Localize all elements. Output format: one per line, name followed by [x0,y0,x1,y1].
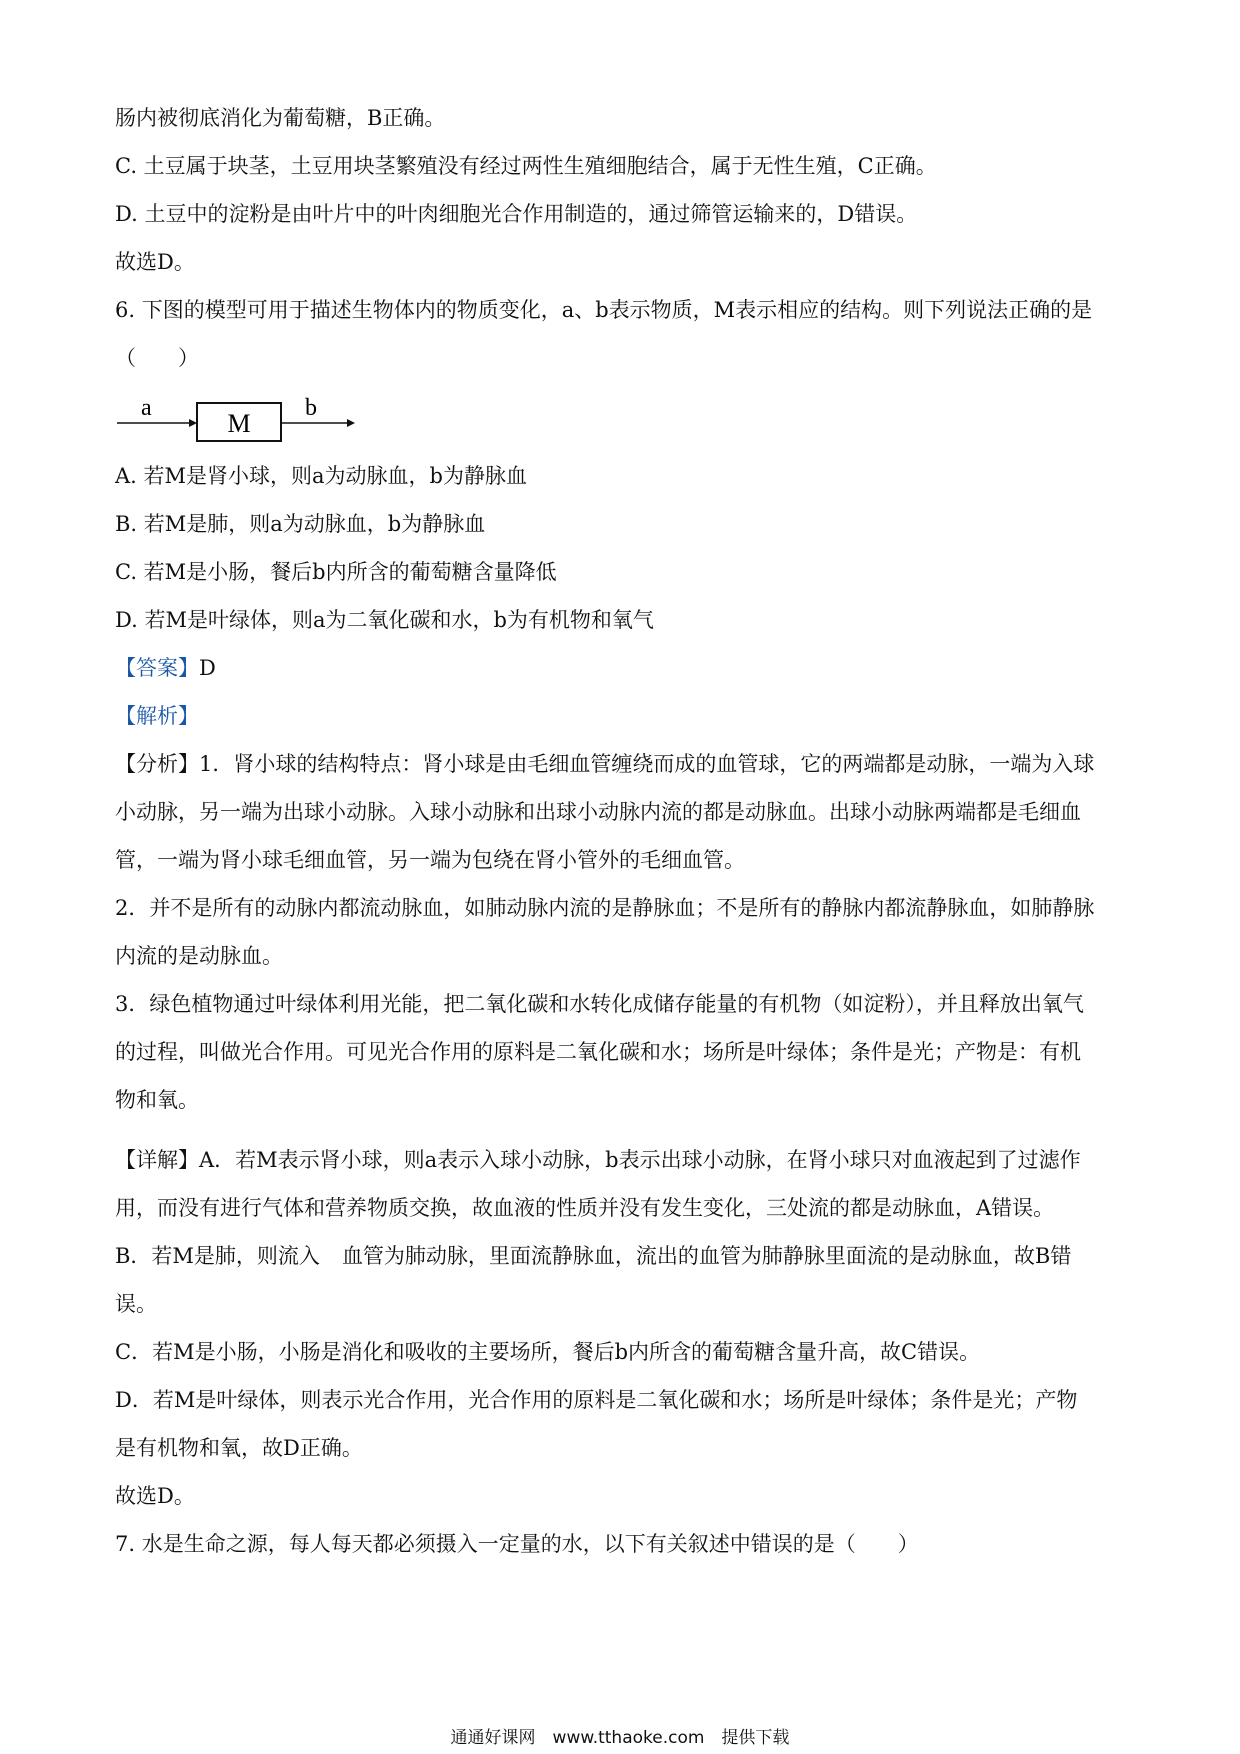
model-diagram [115,395,365,445]
analysis-line: 2．并不是所有的动脉内都流动脉血，如肺动脉内流的是静脉血；不是所有的静脉内都流静脉血，如肺静脉 [115,896,1095,920]
text-line: 肠内被彻底消化为葡萄糖，B正确。 [115,106,446,130]
analysis-heading [115,702,1130,730]
option-d: D. 若M是叶绿体，则a为二氧化碳和水，b为有机物和氧气 [115,608,654,632]
analysis-text: 1．肾小球的结构特点：肾小球是由毛细血管缠绕而成的血管球，它的两端都是动脉，一端为入球 [199,752,1095,776]
label-m: M [227,409,251,438]
answer-tag: 【答案】 [115,656,199,680]
analysis-line: 物和氧。 [115,1088,199,1112]
arrow-out-head [347,419,355,427]
text-line: C. 土豆属于块茎，土豆用块茎繁殖没有经过两性生殖细胞结合，属于无性生殖，C正确。 [115,154,937,178]
analysis-subtag: 【分析】 [115,752,199,776]
page-footer: 通通好课网 www.tthaoke.com 提供下载 [450,1728,790,1748]
text-line: 故选D。 [115,250,195,274]
analysis-line: 管，一端为肾小球毛细血管，另一端为包绕在肾小管外的毛细血管。 [115,848,745,872]
detail-line: 故选D。 [115,1484,195,1508]
analysis-line: 3．绿色植物通过叶绿体利用光能，把二氧化碳和水转化成储存能量的有机物（如淀粉），并且释放出氧气 [115,992,1084,1016]
option-a: A. 若M是肾小球，则a为动脉血，b为静脉血 [115,464,527,488]
detail-line: 是有机物和氧，故D正确。 [115,1436,363,1460]
label-a: a [141,395,152,421]
detail-line: 误。 [115,1292,157,1316]
question-7-stem: 7. 水是生命之源，每人每天都必须摄入一定量的水，以下有关叙述中错误的是（ ） [115,1532,919,1556]
question-6-stem: 6. 下图的模型可用于描述生物体内的物质变化，a、b表示物质，M表示相应的结构。则下列说法正确的是 [115,298,1093,322]
analysis-line: 小动脉，另一端为出球小动脉。入球小动脉和出球小动脉内流的都是动脉血。出球小动脉两端都是毛细血 [115,800,1081,824]
analysis-line [115,750,1130,778]
analysis-line: 的过程，叫做光合作用。可见光合作用的原料是二氧化碳和水；场所是叶绿体；条件是光；产物是：有机 [115,1040,1081,1064]
option-b: B. 若M是肺，则a为动脉血，b为静脉血 [115,512,486,536]
arrow-in-head [189,419,197,427]
detail-line: D．若M是叶绿体，则表示光合作用，光合作用的原料是二氧化碳和水；场所是叶绿体；条件是光；产物 [115,1388,1078,1412]
analysis-tag: 【解析】 [115,704,199,728]
option-c: C. 若M是小肠，餐后b内所含的葡萄糖含量降低 [115,560,557,584]
label-b: b [305,395,317,421]
analysis-line: 内流的是动脉血。 [115,944,283,968]
detail-tag: 【详解】 [115,1148,199,1172]
text-line: D. 土豆中的淀粉是由叶片中的叶肉细胞光合作用制造的，通过筛管运输来的，D错误。 [115,202,918,226]
detail-text: B．若M是肺，则流入 [115,1244,320,1268]
detail-line: C．若M是小肠，小肠是消化和吸收的主要场所，餐后b内所含的葡萄糖含量升高，故C错误。 [115,1340,981,1364]
answer-value: D [199,656,216,680]
detail-text: 血管为肺动脉，里面流静脉血，流出的血管为肺静脉里面流的是动脉血，故B错 [341,1244,1072,1268]
question-6-paren: （ ） [115,346,199,370]
detail-line: 用，而没有进行气体和营养物质交换，故血液的性质并没有发生变化，三处流的都是动脉血，A错误。 [115,1196,1055,1220]
detail-line [115,1242,1130,1270]
detail-line [115,1146,1130,1174]
detail-text: A．若M表示肾小球，则a表示入球小动脉，b表示出球小动脉，在肾小球只对血液起到了过滤作 [199,1148,1081,1172]
answer-row [115,654,1130,682]
